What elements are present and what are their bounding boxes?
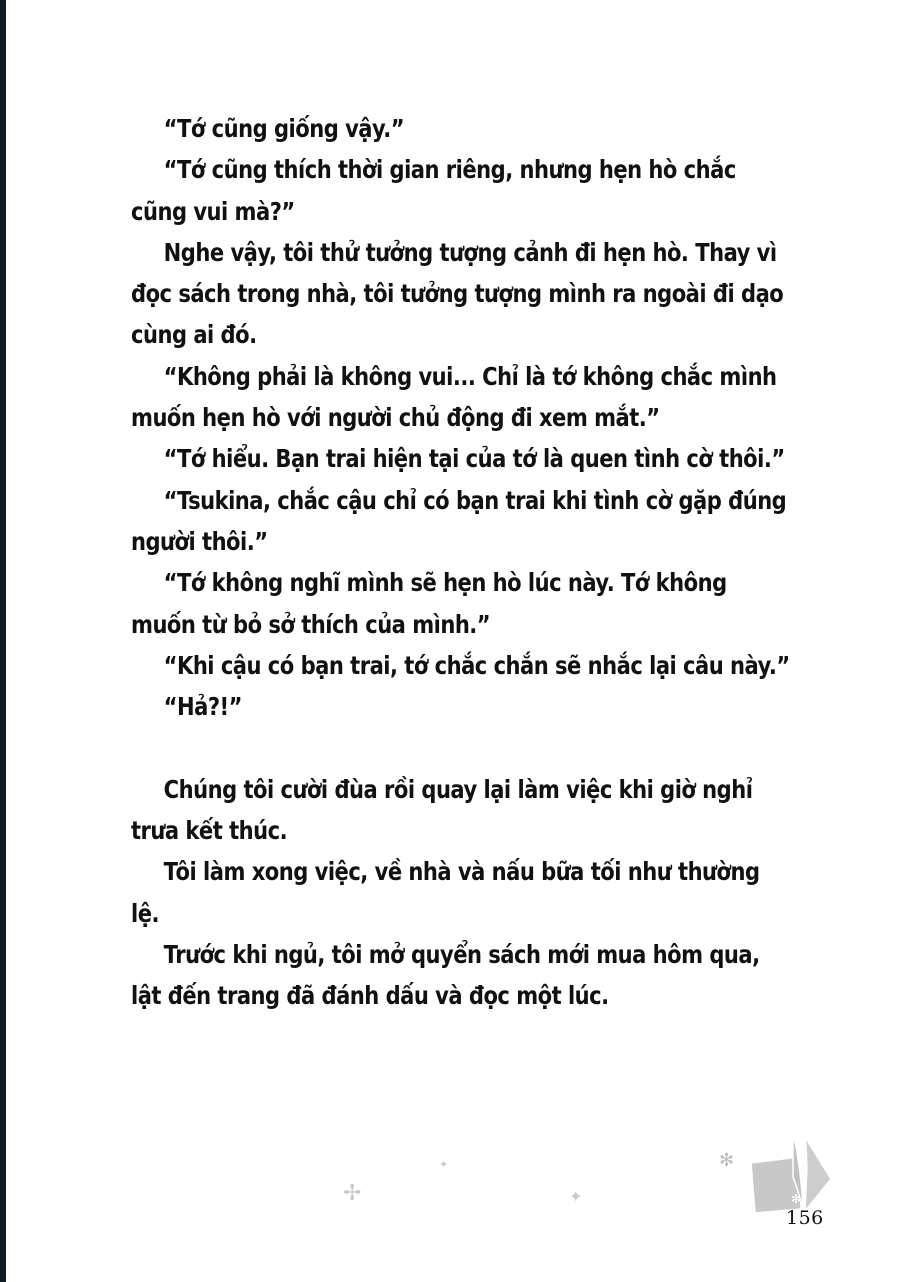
paragraph: “Hả?!” <box>163 692 242 722</box>
paragraph: Trước khi ngủ, tôi mở quyển sách mới mua hôm qua, lật đến trang đã đánh dấu và đọc một lúc. <box>131 939 760 1011</box>
book-page <box>6 0 900 1282</box>
svg-text:✻: ✻ <box>791 1192 802 1206</box>
star-ornament-icon: ✦ <box>569 1187 583 1206</box>
paragraph: “Tsukina, chắc cậu chỉ có bạn trai khi tình cờ gặp đúng người thôi.” <box>131 485 787 556</box>
small-star-ornament-icon: ✦ <box>439 1158 449 1171</box>
page-number: 156 <box>786 1207 824 1229</box>
cross-ornament-icon: ✢ <box>343 1181 362 1206</box>
paragraph: “Không phải là không vui... Chỉ là tớ không chắc mình muốn hẹn hò với người chủ động đi xem mắt.” <box>131 361 777 433</box>
paragraph: “Tớ không nghĩ mình sẽ hẹn hò lúc này. Tớ không muốn từ bỏ sở thích của mình.” <box>131 568 727 639</box>
paragraph: Nghe vậy, tôi thử tưởng tượng cảnh đi hẹn hò. Thay vì đọc sách trong nhà, tôi tưởng tượng mình ra ngoài đi dạo cùng ai đó. <box>131 237 784 350</box>
paragraph: “Tớ cũng thích thời gian riêng, nhưng hẹn hò chắc cũng vui mà?” <box>131 155 736 226</box>
open-book-icon <box>749 1127 839 1212</box>
paragraph: Chúng tôi cười đùa rồi quay lại làm việc khi giờ nghỉ trưa kết thúc. <box>131 774 753 846</box>
asterisk-ornament-icon: ✻ <box>719 1150 735 1171</box>
section-break <box>131 727 793 768</box>
page-text <box>131 108 793 1017</box>
paragraph: “Tớ hiểu. Bạn trai hiện tại của tớ là quen tình cờ thôi.” <box>163 444 785 474</box>
paragraph: “Tớ cũng giống vậy.” <box>163 114 405 143</box>
paragraph: “Khi cậu có bạn trai, tớ chắc chắn sẽ nhắc lại câu này.” <box>163 650 790 680</box>
paragraph: Tôi làm xong việc, về nhà và nấu bữa tối như thường lệ. <box>131 857 760 928</box>
